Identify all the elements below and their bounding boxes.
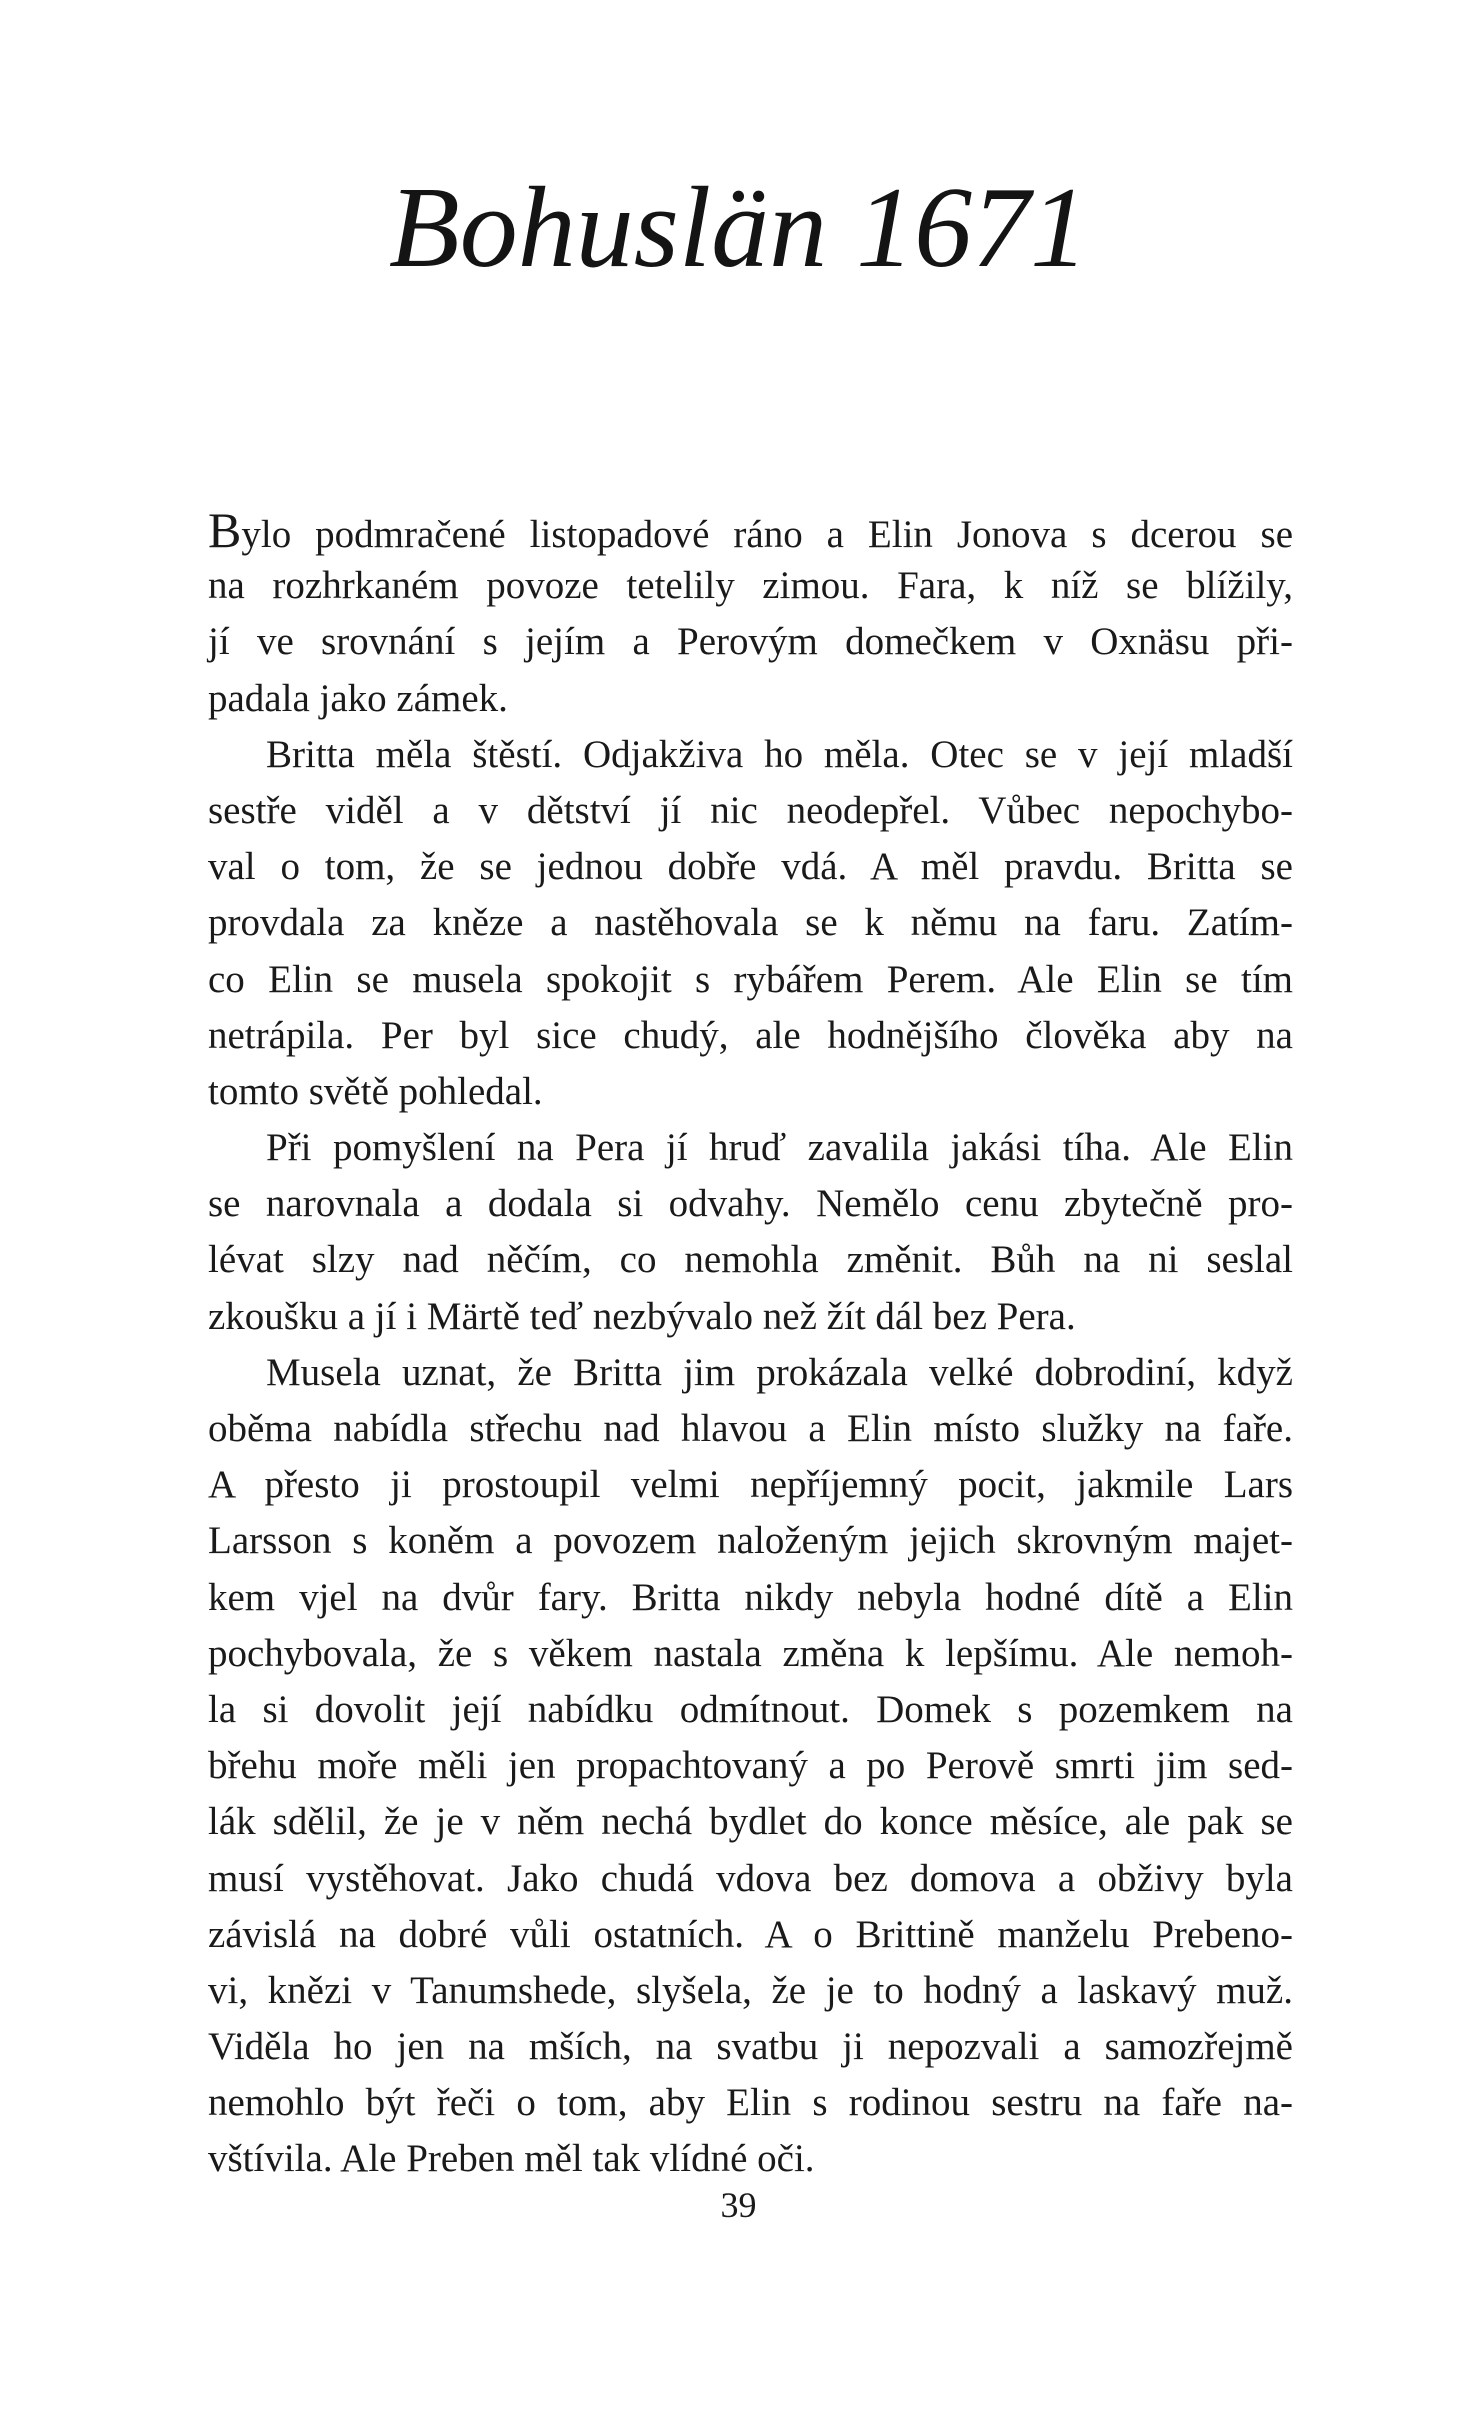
text-line: břehu moře měli jen propachtovaný a po Perově smrti jim sed- — [208, 1744, 1293, 1788]
text-line: netrápila. Per byl sice chudý, ale hodnějšího člověka aby na — [208, 1013, 1293, 1057]
text-line: Musela uznat, že Britta jim prokázala velké dobrodiní, když — [266, 1350, 1293, 1394]
text-line: oběma nabídla střechu nad hlavou a Elin místo služky na faře. — [208, 1407, 1293, 1450]
page-number: 39 — [720, 2185, 757, 2225]
body-text — [208, 502, 1293, 2188]
text-line: závislá na dobré vůli ostatních. A o Brittině manželu Prebeno- — [208, 1912, 1293, 1956]
text-line: padala jako zámek. — [208, 676, 508, 720]
text-line: se narovnala a dodala si odvahy. Nemělo cenu zbytečně pro- — [208, 1182, 1293, 1226]
text-line: provdala za kněze a nastěhovala se k němu na faru. Zatím- — [208, 901, 1293, 945]
text-line: kem vjel na dvůr fary. Britta nikdy nebyla hodné dítě a Elin — [208, 1575, 1293, 1619]
text-line — [208, 502, 1293, 558]
text-line: co Elin se musela spokojit s rybářem Perem. Ale Elin se tím — [208, 957, 1293, 1001]
text-line: zkoušku a jí i Märtě teď nezbývalo než žít dál bez Pera. — [208, 1294, 1076, 1338]
text-line: Britta měla štěstí. Odjakživa ho měla. Otec se v její mladší — [266, 732, 1293, 776]
text-line: musí vystěhovat. Jako chudá vdova bez domova a obživy byla — [208, 1856, 1293, 1900]
text-line: A přesto ji prostoupil velmi nepříjemný pocit, jakmile Lars — [208, 1463, 1293, 1507]
text-line: lévat slzy nad něčím, co nemohla změnit. Bůh na ni seslal — [208, 1238, 1293, 1282]
text-line: nemohlo být řeči o tom, aby Elin s rodinou sestru na faře na- — [208, 2081, 1293, 2125]
text-line: Larsson s koněm a povozem naloženým jejich skrovným majet- — [208, 1519, 1293, 1563]
text-line: na rozhrkaném povoze tetelily zimou. Fara, k níž se blížily, — [208, 564, 1293, 608]
line-text: ylo podmračené listopadové ráno a Elin Jonova s dcerou se — [241, 513, 1293, 556]
text-line: la si dovolit její nabídku odmítnout. Domek s pozemkem na — [208, 1687, 1293, 1731]
text-line: vi, knězi v Tanumshede, slyšela, že je to hodný a laskavý muž. — [208, 1968, 1293, 2012]
text-line: jí ve srovnání s jejím a Perovým domečkem v Oxnäsu při- — [208, 620, 1293, 664]
chapter-title: Bohuslän 1671 — [388, 164, 1089, 292]
text-line: lák sdělil, že je v něm nechá bydlet do konce měsíce, ale pak se — [208, 1800, 1293, 1844]
text-line: Viděla ho jen na mších, na svatbu ji nepozvali a samozřejmě — [208, 2025, 1293, 2069]
text-line: vštívila. Ale Preben měl tak vlídné oči. — [208, 2137, 815, 2181]
text-line: sestře viděl a v dětství jí nic neodepřel. Vůbec nepochybo- — [208, 788, 1293, 832]
text-line: pochybovala, že s věkem nastala změna k lepšímu. Ale nemoh- — [208, 1631, 1293, 1675]
drop-cap: B — [208, 502, 242, 558]
text-line: val o tom, že se jednou dobře vdá. A měl pravdu. Britta se — [208, 845, 1293, 889]
text-line: tomto světě pohledal. — [208, 1069, 543, 1113]
text-line: Při pomyšlení na Pera jí hruď zavalila jakási tíha. Ale Elin — [266, 1126, 1293, 1170]
